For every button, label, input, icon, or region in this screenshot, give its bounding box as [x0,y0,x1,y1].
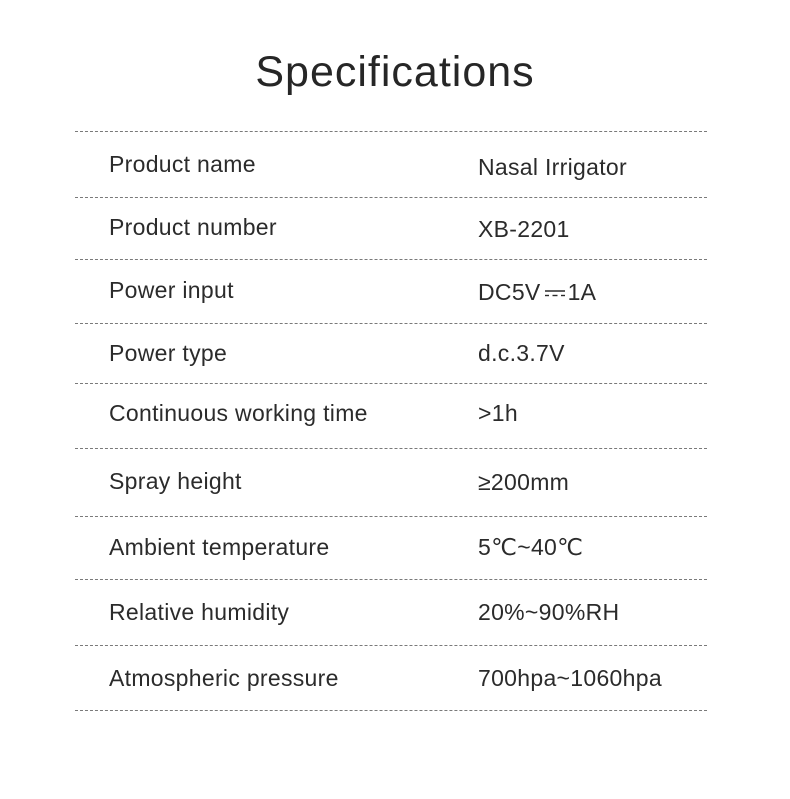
spec-label: Spray height [109,468,242,494]
spec-label: Product number [109,214,277,240]
spec-row-power-type [75,324,707,384]
spec-row-power-input [75,260,707,324]
spec-label: Continuous working time [109,400,368,426]
spec-value: XB-2201 [478,216,570,242]
spec-row-ambient-temperature [75,517,707,580]
dc-current-icon [544,288,566,298]
spec-value-suffix: 1A [567,279,597,305]
spec-value-prefix: DC5V [478,279,541,305]
spec-label: Product name [109,151,256,177]
spec-value: d.c.3.7V [478,340,565,366]
spec-value: Nasal Irrigator [478,154,627,180]
spec-value: >1h [478,400,518,426]
spec-value: 5℃~40℃ [478,534,584,560]
spec-label: Ambient temperature [109,534,330,560]
spec-value: 20%~90%RH [478,599,620,625]
spec-label: Relative humidity [109,599,290,625]
spec-value [478,279,596,306]
spec-value: 700hpa~1060hpa [478,665,662,691]
spec-row-atmospheric-pressure [75,646,707,711]
spec-row-relative-humidity [75,580,707,646]
spec-row-spray-height [75,449,707,517]
spec-label: Power type [109,340,228,366]
spec-row-continuous-working-time [75,384,707,449]
spec-row-product-number [75,198,707,260]
specifications-table [75,131,707,711]
page-title: Specifications [255,48,535,96]
spec-row-product-name [75,132,707,198]
spec-value: ≥200mm [478,469,570,495]
spec-label: Power input [109,277,234,303]
spec-label: Atmospheric pressure [109,665,339,691]
